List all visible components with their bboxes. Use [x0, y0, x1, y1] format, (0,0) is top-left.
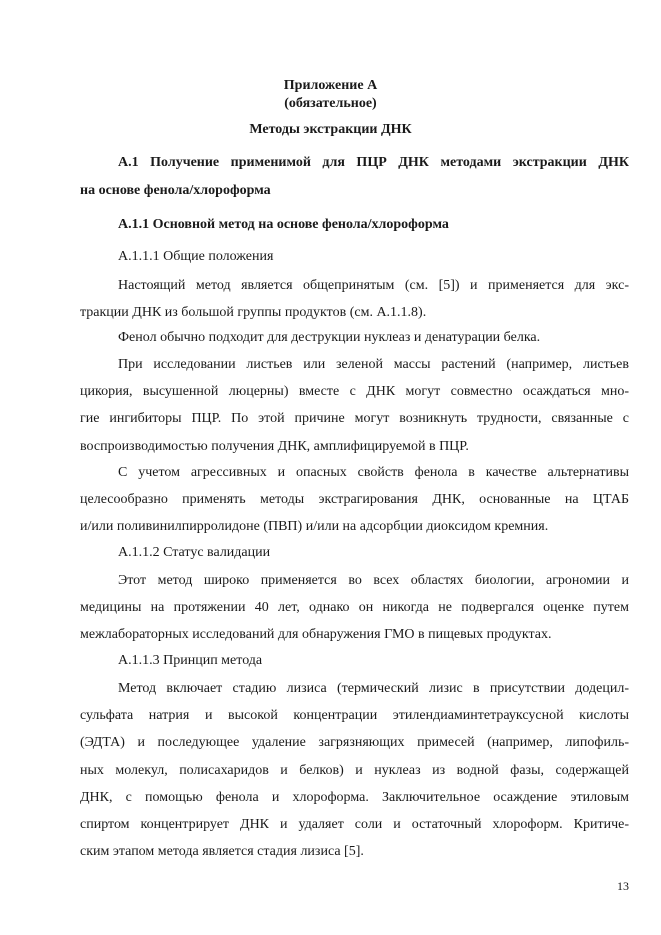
paragraph-a112-1: Этот метод широко применяется во всех областях биологии, агрономии и медицины на протяжении 40 лет, однако он никогда не подвергался оценке путем межлабораторных исследований для обнаружения ГМО в пищевых продуктах.: [80, 573, 629, 643]
section-a11-heading: А.1.1 Основной метод на основе фенола/хлороформа: [118, 217, 449, 232]
page-number: 13: [617, 879, 629, 893]
appendix-title: Приложение А: [283, 78, 378, 93]
paragraph-a111-2: Фенол обычно подходит для деструкции нуклеаз и денатурации белка.: [118, 330, 541, 345]
appendix-subtitle: Методы экстракции ДНК: [249, 122, 412, 137]
section-a111-heading: А.1.1.1 Общие положения: [118, 249, 274, 264]
paragraph-a113-1: Метод включает стадию лизиса (термический лизис в присутствии додецил- сульфата натрия и высокой концентрации этилендиаминтетрауксусной кислоты (ЭДТА) и последующее удаление загрязняющих примесей (например, липофиль- ных молекул, полисахаридов и белков) и нуклеаз из водной фазы, содержащей ДНК, с помощью фенола и хлороформа. Заключительное осаждение этиловым спиртом концентрирует ДНК и удаляет соли и остаточный хлороформ. Критиче- ским этапом метода является стадия лизиса [5].: [80, 681, 629, 860]
section-a1-heading-line2: на основе фенола/хлороформа: [80, 183, 271, 198]
section-a113-heading: А.1.1.3 Принцип метода: [118, 653, 263, 668]
section-a112-heading: А.1.1.2 Статус валидации: [118, 545, 271, 560]
paragraph-a111-4: С учетом агрессивных и опасных свойств фенола в качестве альтернативы целесообразно применять методы экстрагирования ДНК, основанные на ЦТАБ и/или поливинилпирролидоне (ПВП) и/или на адсорбции диоксидом кремния.: [80, 465, 629, 535]
paragraph-a111-1: Настоящий метод является общепринятым (см. [5]) и применяется для экс- тракции ДНК из большой группы продуктов (см. А.1.1.8).: [80, 278, 629, 321]
appendix-status: (обязательное): [284, 96, 377, 111]
section-a1-heading-line1: А.1 Получение применимой для ПЦР ДНК методами экстракции ДНК: [118, 155, 629, 170]
paragraph-a111-3: При исследовании листьев или зеленой массы растений (например, листьев цикория, высушенной люцерны) вместе с ДНК могут совместно осаждаться мно- гие ингибиторы ПЦР. По этой причине могут возникнуть трудности, связанные с воспроизводимостью получения ДНК, амплифицируемой в ПЦР.: [80, 357, 629, 454]
